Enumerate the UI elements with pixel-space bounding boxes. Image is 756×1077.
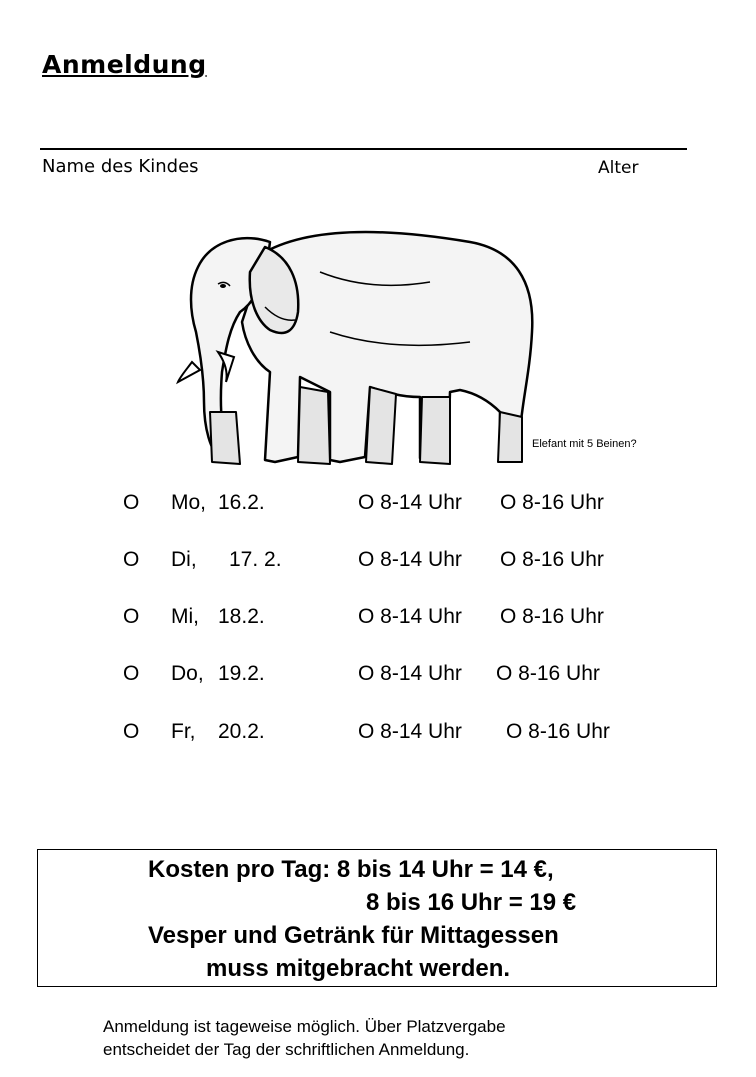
cost-info-box [37,849,717,987]
option-8-14[interactable]: O 8-14 Uhr [358,605,462,628]
footer-line-2: entscheidet der Tag der schriftlichen Anmeldung. [103,1040,470,1059]
weekday-label: Do, [171,662,204,685]
option-8-16[interactable]: O 8-16 Uhr [500,491,604,514]
day-checkbox[interactable]: O [123,491,140,514]
weekday-label: Mo, [171,491,207,514]
option-8-16[interactable]: O 8-16 Uhr [496,662,600,685]
option-8-14[interactable]: O 8-14 Uhr [358,662,462,685]
option-8-14[interactable]: O 8-14 Uhr [358,548,462,571]
age-label: Alter [598,158,639,178]
elephant-illustration [170,212,550,472]
day-checkbox[interactable]: O [123,548,140,571]
option-8-14[interactable]: O 8-14 Uhr [358,720,462,743]
cost-line-2: 8 bis 16 Uhr = 19 € [366,889,577,916]
day-checkbox[interactable]: O [123,605,140,628]
date-label: 17. 2. [229,548,282,571]
schedule-row-thursday [0,662,756,692]
name-input-line[interactable] [40,148,687,150]
cost-line-4: muss mitgebracht werden. [206,955,511,982]
schedule-row-monday [0,491,756,521]
name-label: Name des Kindes [42,156,199,177]
option-8-16[interactable]: O 8-16 Uhr [500,548,604,571]
option-8-14[interactable]: O 8-14 Uhr [358,491,462,514]
date-label: 16.2. [218,491,265,514]
schedule-row-wednesday [0,605,756,635]
weekday-label: Fr, [171,720,196,743]
footer-line-1: Anmeldung ist tageweise möglich. Über Platzvergabe [103,1017,506,1036]
schedule-row-friday [0,720,756,750]
date-label: 19.2. [218,662,265,685]
weekday-label: Mi, [171,605,199,628]
option-8-16[interactable]: O 8-16 Uhr [500,605,604,628]
date-label: 18.2. [218,605,265,628]
day-checkbox[interactable]: O [123,662,140,685]
weekday-label: Di, [171,548,197,571]
footer-note [103,1015,643,1061]
elephant-caption: Elefant mit 5 Beinen? [532,438,637,450]
cost-line-3: Vesper und Getränk für Mittagessen [148,922,559,949]
option-8-16[interactable]: O 8-16 Uhr [506,720,610,743]
day-checkbox[interactable]: O [123,720,140,743]
date-label: 20.2. [218,720,265,743]
schedule-row-tuesday [0,548,756,578]
page-title: Anmeldung [42,50,207,79]
cost-line-1: Kosten pro Tag: 8 bis 14 Uhr = 14 €, [148,856,554,883]
